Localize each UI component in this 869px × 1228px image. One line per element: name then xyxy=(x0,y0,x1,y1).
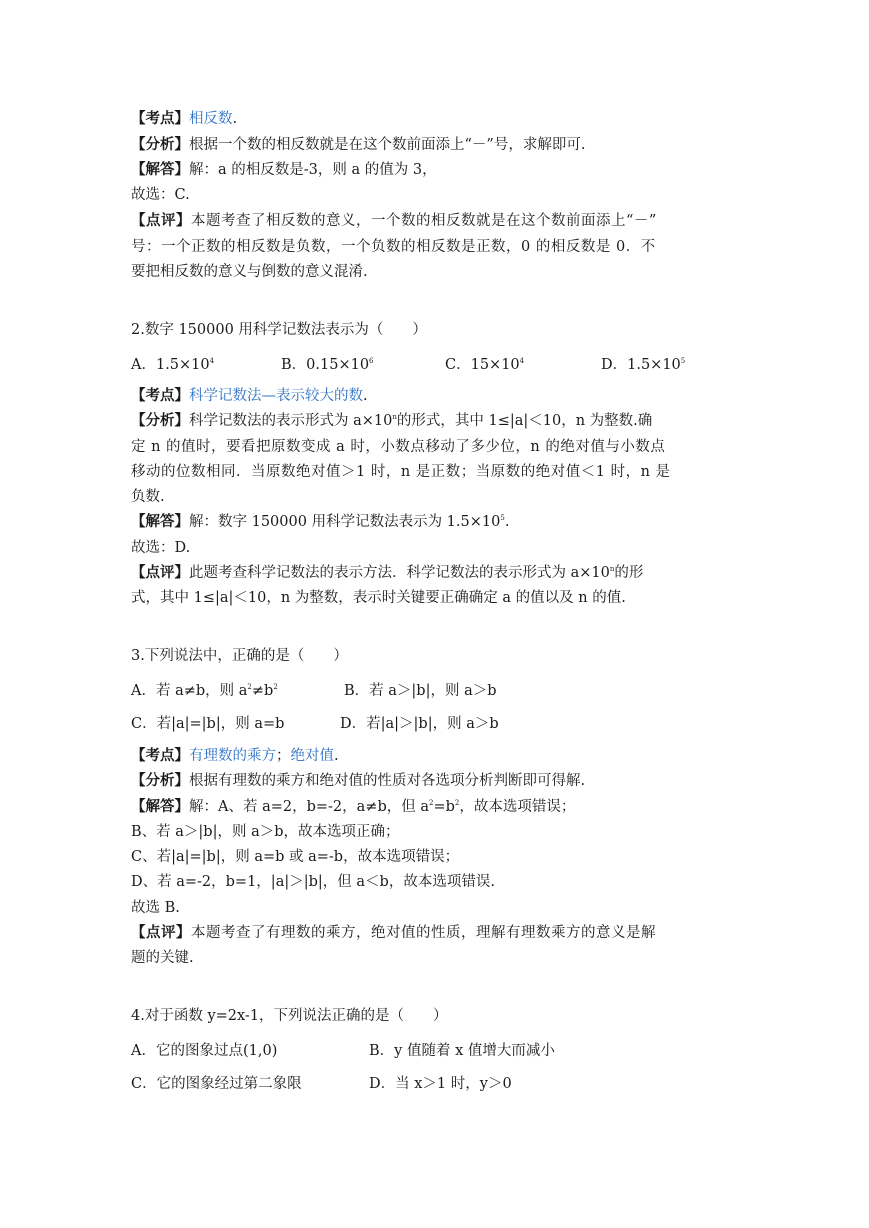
q2-kaodian: 【考点】科学记数法—表示较大的数. xyxy=(131,387,368,404)
kaodian-link-1[interactable]: 有理数的乘方 xyxy=(189,748,276,764)
fenxi-label: 【分析】 xyxy=(131,412,189,429)
kaodian-label: 【考点】 xyxy=(131,110,189,127)
fenxi-label: 【分析】 xyxy=(131,772,189,789)
q3-jieda: 【解答】解：A、若 a=2，b=-2，a≠b，但 $a^2=b^2$，故本选项错误； xyxy=(131,798,576,815)
q2-stem: 2.数字 150000 用科学记数法表示为（ ） xyxy=(131,322,427,338)
jieda-label: 【解答】 xyxy=(131,513,189,530)
q3-line-b: B、若 a＞|b|，则 a＞b，故本选项正确； xyxy=(131,824,400,840)
q3-stem: 3.下列说法中，正确的是（ ） xyxy=(131,648,348,664)
kaodian-link-2[interactable]: 绝对值 xyxy=(290,748,334,764)
q1-kaodian: 【考点】相反数. xyxy=(131,110,238,127)
q3-option-c: C．若|a|=|b|，则 a=b xyxy=(131,716,285,732)
q1-dianping-line3: 要把相反数的意义与倒数的意义混淆. xyxy=(131,264,368,280)
q1-dianping: 【点评】本题考查了相反数的意义，一个数的相反数就是在这个数前面添上“－” xyxy=(131,212,657,229)
q4-stem: 4.对于函数 y=2x-1，下列说法正确的是（ ） xyxy=(131,1008,448,1024)
q2-option-a: A．$1.5\times 10^4$ xyxy=(131,357,215,373)
q3-dianping-line2: 题的关键. xyxy=(131,950,194,966)
q4-option-b: B．y 值随着 x 值增大而减小 xyxy=(369,1043,555,1059)
q1-dianping-line2: 号：一个正数的相反数是负数，一个负数的相反数是正数，0 的相反数是 0．不 xyxy=(131,239,656,255)
q3-option-a: A．若 a≠b，则 $a^2\ne b^2$ xyxy=(131,683,278,699)
q3-option-d: D．若|a|＞|b|，则 a＞b xyxy=(340,716,499,732)
q1-fenxi: 【分析】根据一个数的相反数就是在这个数前面添上“－”号，求解即可. xyxy=(131,136,586,153)
q2-fenxi-line4: 负数. xyxy=(131,489,165,505)
jieda-label: 【解答】 xyxy=(131,161,189,178)
q2-option-c: C．$15\times 10^4$ xyxy=(445,357,525,373)
q2-option-d: D．$1.5\times 10^5$ xyxy=(601,357,686,373)
kaodian-link[interactable]: 科学记数法—表示较大的数 xyxy=(189,388,363,404)
q3-kaodian: 【考点】有理数的乘方；绝对值. xyxy=(131,747,339,764)
dianping-label: 【点评】 xyxy=(131,924,191,941)
kaodian-label: 【考点】 xyxy=(131,747,189,764)
q2-dianping-line2: 式，其中 1≤|a|＜10，n 为整数，表示时关键要正确确定 a 的值以及 n 的值. xyxy=(131,590,626,606)
dianping-label: 【点评】 xyxy=(131,564,189,581)
q3-answer: 故选 B. xyxy=(131,900,180,916)
q3-line-c: C、若|a|=|b|，则 a=b 或 a=-b，故本选项错误； xyxy=(131,849,460,865)
q4-option-a: A．它的图象过点(1,0) xyxy=(131,1043,278,1059)
q2-option-b: B．$0.15\times 10^6$ xyxy=(281,357,374,373)
q3-dianping: 【点评】本题考查了有理数的乘方，绝对值的性质，理解有理数乘方的意义是解 xyxy=(131,924,656,941)
kaodian-link[interactable]: 相反数 xyxy=(189,111,233,127)
jieda-label: 【解答】 xyxy=(131,798,189,815)
q2-fenxi: 【分析】科学记数法的表示形式为 $a\times 10^n$的形式，其中 1≤|a|＜10，n 为整数.确 xyxy=(131,412,653,429)
q2-jieda: 【解答】解：数字 150000 用科学记数法表示为 $1.5\times 10^5$. xyxy=(131,513,510,530)
q2-fenxi-line3: 移动的位数相同．当原数绝对值＞1 时，n 是正数；当原数的绝对值＜1 时，n 是 xyxy=(131,464,671,480)
q2-dianping: 【点评】此题考查科学记数法的表示方法．科学记数法的表示形式为 $a\times 10^n$的形 xyxy=(131,564,644,581)
q2-answer: 故选：D. xyxy=(131,540,191,556)
q1-jieda: 【解答】解：a 的相反数是-3，则 a 的值为 3， xyxy=(131,161,437,178)
q4-option-c: C．它的图象经过第二象限 xyxy=(131,1076,302,1092)
q3-line-d: D、若 a=-2，b=1，|a|＞|b|，但 a＜b，故本选项错误. xyxy=(131,874,495,890)
kaodian-label: 【考点】 xyxy=(131,387,189,404)
q2-fenxi-line2: 定 n 的值时，要看把原数变成 a 时，小数点移动了多少位，n 的绝对值与小数点 xyxy=(131,439,666,455)
dianping-label: 【点评】 xyxy=(131,212,191,229)
q3-fenxi: 【分析】根据有理数的乘方和绝对值的性质对各选项分析判断即可得解. xyxy=(131,772,586,789)
q3-option-b: B．若 a＞|b|，则 a＞b xyxy=(344,683,497,699)
fenxi-label: 【分析】 xyxy=(131,136,189,153)
q1-answer: 故选：C. xyxy=(131,187,190,203)
q4-option-d: D．当 x＞1 时，y＞0 xyxy=(369,1076,512,1092)
